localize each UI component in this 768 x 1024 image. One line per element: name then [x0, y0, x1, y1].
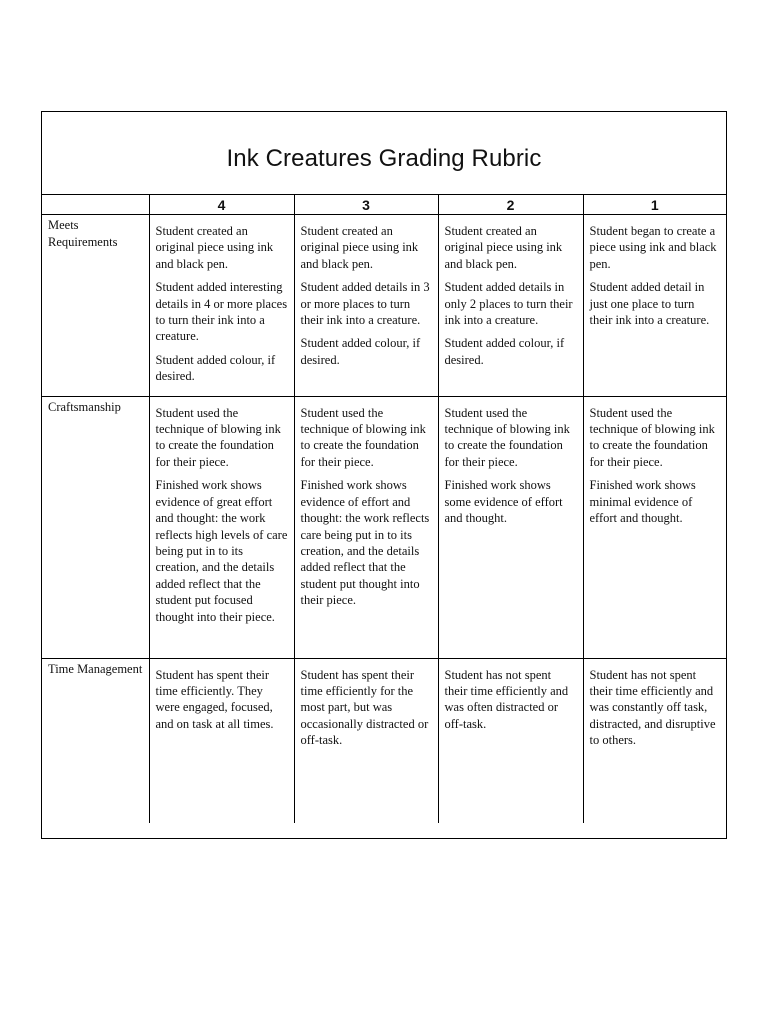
cell-paragraph: Finished work shows evidence of effort and thought: the work reflects care being put in to its creation, and the details added reflect that the student put thought into their piece.: [300, 478, 430, 608]
level-header: 4: [149, 195, 294, 215]
rubric-document: [41, 111, 727, 839]
level-header: 3: [294, 195, 438, 215]
rubric-cell: [149, 396, 294, 658]
title-row: [42, 112, 726, 195]
cell-paragraph: Student created an original piece using ink and black pen.: [155, 224, 274, 271]
cell-paragraph: Student has not spent their time efficiently and was constantly off task, distracted, and disruptive to others.: [589, 667, 716, 748]
criterion-label: Time Management: [48, 661, 143, 676]
rubric-row: [42, 658, 726, 823]
criterion-cell: [42, 215, 149, 397]
cell-paragraph: Student has spent their time efficiently. They were engaged, focused, and on task at all times.: [155, 667, 274, 731]
cell-paragraph: Student used the technique of blowing ink to create the foundation for their piece.: [444, 405, 570, 469]
cell-paragraph: Student added details in 3 or more places to turn their ink into a creature.: [300, 280, 430, 328]
rubric-cell: [438, 396, 583, 658]
rubric-table: [42, 195, 726, 823]
rubric-cell: [294, 396, 438, 658]
cell-paragraph: Finished work shows some evidence of effort and thought.: [444, 478, 563, 526]
corner-cell: [42, 195, 149, 215]
rubric-cell: [583, 658, 726, 823]
cell-paragraph: Student added details in only 2 places to turn their ink into a creature.: [444, 280, 573, 328]
level-header: 1: [583, 195, 726, 215]
cell-paragraph: Student created an original piece using ink and black pen.: [300, 224, 419, 271]
cell-paragraph: Student added colour, if desired.: [444, 336, 565, 367]
criterion-label: Meets Requirements: [48, 218, 118, 249]
cell-paragraph: Student added colour, if desired.: [300, 336, 421, 367]
cell-paragraph: Student added interesting details in 4 or more places to turn their ink into a creature.: [155, 280, 288, 344]
criterion-cell: [42, 396, 149, 658]
cell-paragraph: Student used the technique of blowing ink to create the foundation for their piece.: [300, 405, 426, 469]
cell-paragraph: Student used the technique of blowing ink to create the foundation for their piece.: [155, 405, 281, 469]
rubric-row: [42, 215, 726, 397]
cell-paragraph: Student created an original piece using ink and black pen.: [444, 224, 563, 271]
rubric-cell: [294, 215, 438, 397]
cell-paragraph: Student used the technique of blowing ink to create the foundation for their piece.: [589, 405, 715, 469]
rubric-cell: [149, 658, 294, 823]
cell-paragraph: Student has spent their time efficiently for the most part, but was occasionally distracted or off-task.: [300, 667, 429, 748]
cell-paragraph: Student added detail in just one place to turn their ink into a creature.: [589, 280, 710, 328]
rubric-row: [42, 396, 726, 658]
rubric-cell: [583, 396, 726, 658]
page-title: Ink Creatures Grading Rubric: [226, 145, 542, 172]
criterion-label: Craftsmanship: [48, 399, 121, 414]
cell-paragraph: Student began to create a piece using ink and black pen.: [589, 224, 717, 271]
cell-paragraph: Finished work shows evidence of great effort and thought: the work reflects high levels of care being put in to its creation, and the details added reflect that the student put focused thought into their piece.: [155, 478, 288, 624]
rubric-cell: [438, 215, 583, 397]
level-header: 2: [438, 195, 583, 215]
cell-paragraph: Student added colour, if desired.: [155, 352, 276, 384]
cell-paragraph: Finished work shows minimal evidence of effort and thought.: [589, 478, 696, 526]
rubric-cell: [583, 215, 726, 397]
level-header-row: [42, 195, 726, 215]
rubric-cell: [294, 658, 438, 823]
rubric-cell: [149, 215, 294, 397]
criterion-cell: [42, 658, 149, 823]
rubric-cell: [438, 658, 583, 823]
cell-paragraph: Student has not spent their time efficiently and was often distracted or off-task.: [444, 667, 569, 731]
